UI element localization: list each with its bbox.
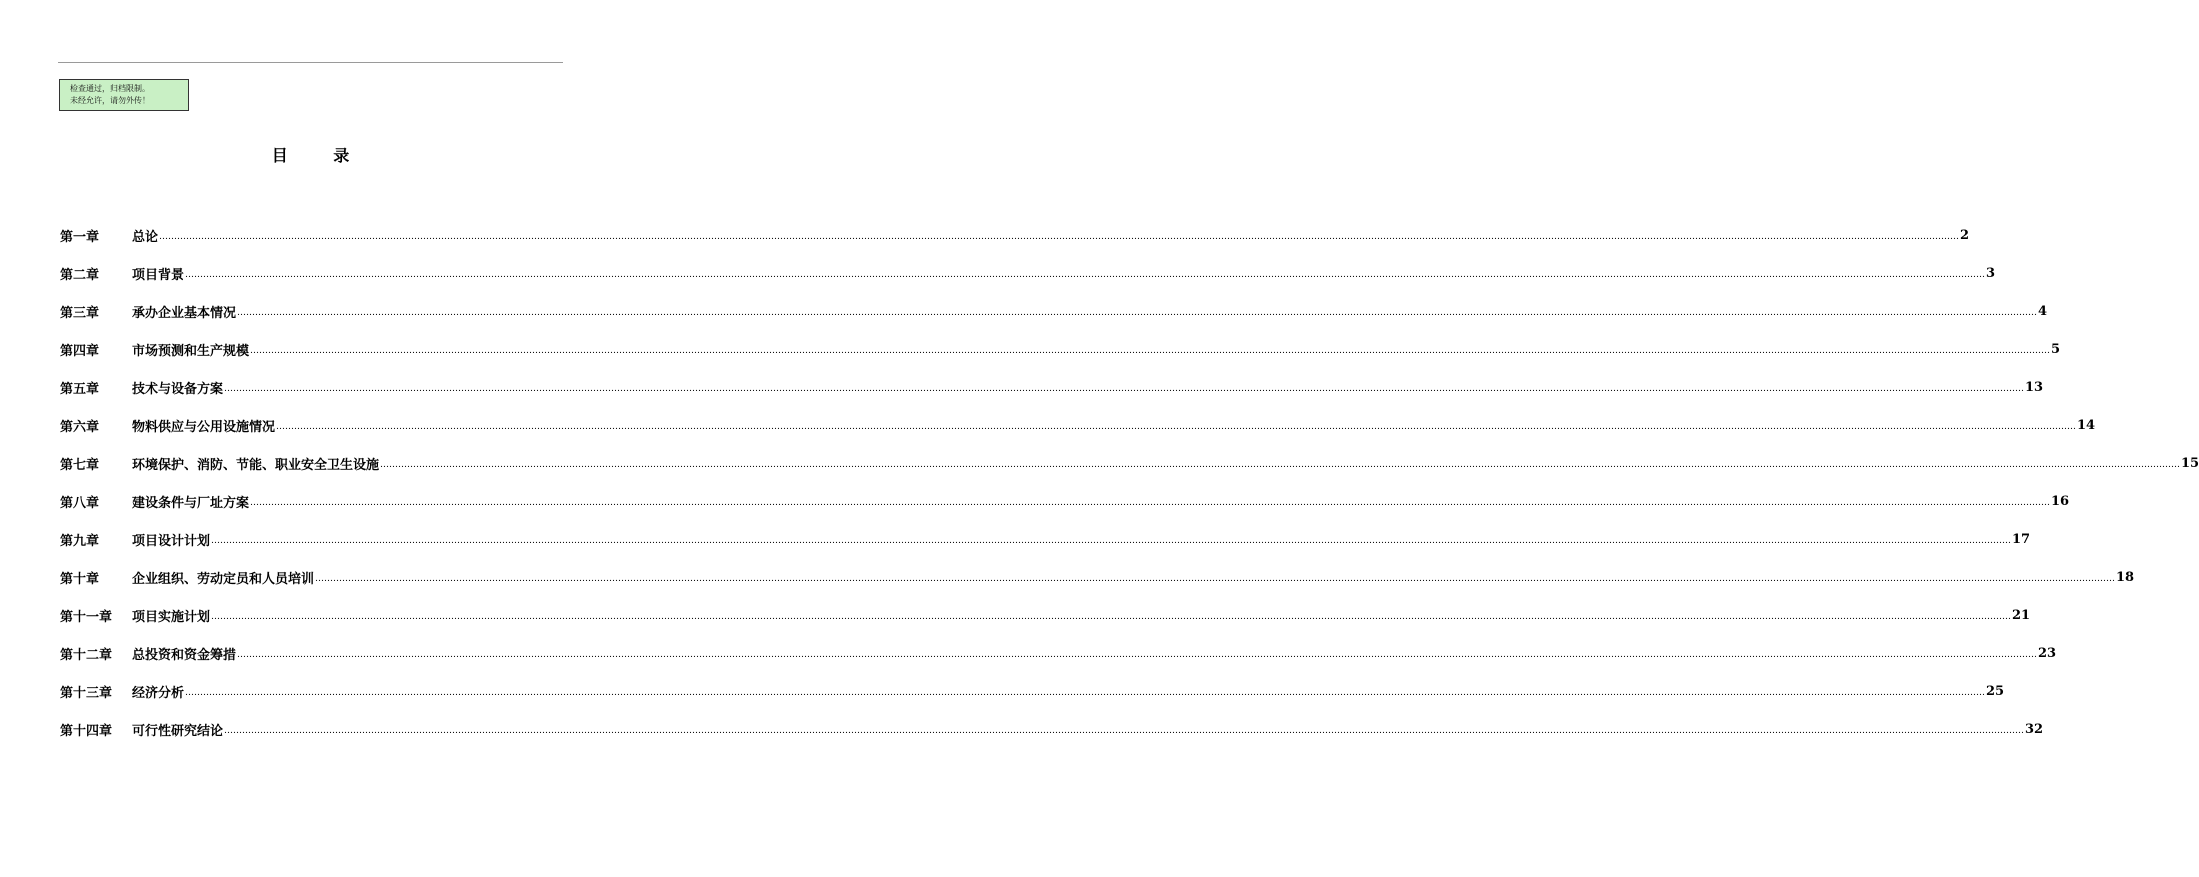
toc-chapter-number: 第八章 xyxy=(60,495,100,511)
toc-chapter-title: 项目背景 xyxy=(132,267,185,283)
toc-page-number: 13 xyxy=(2025,379,2044,395)
toc-entry[interactable] xyxy=(60,596,2031,634)
toc-leader-dots: …………………………………………………………………………………………………………………………………………………………………………………………………………………………………………………………………………………………………………………………………………………………………………………………………………………………………………………………………………………………………………………………………………………… xyxy=(211,612,2012,622)
toc-chapter-number: 第十三章 xyxy=(60,685,113,701)
toc-leader-dots: …………………………………………………………………………………………………………………………………………………………………………………………………………………………………………………………………………………………………………………………………………………………………………………………………………………………………………………………………………………………………………………………………………………… xyxy=(380,460,2181,470)
toc-page-number: 18 xyxy=(2116,569,2135,585)
toc-entry[interactable] xyxy=(60,520,2031,558)
toc-leader-dots: …………………………………………………………………………………………………………………………………………………………………………………………………………………………………………………………………………………………………………………………………………………………………………………………………………………………………………………………………………………………………………………………………………………… xyxy=(276,422,2077,432)
toc-leader-dots: …………………………………………………………………………………………………………………………………………………………………………………………………………………………………………………………………………………………………………………………………………………………………………………………………………………………………………………………………………………………………………………………………………………… xyxy=(211,536,2012,546)
toc-entry[interactable] xyxy=(60,292,2048,330)
toc-leader-dots: …………………………………………………………………………………………………………………………………………………………………………………………………………………………………………………………………………………………………………………………………………………………………………………………………………………………………………………………………………………………………………………………………………………… xyxy=(159,232,1960,242)
toc-chapter-number: 第一章 xyxy=(60,229,100,245)
toc-chapter-number: 第五章 xyxy=(60,381,100,397)
toc-page-number: 32 xyxy=(2025,721,2044,737)
toc-leader-dots: …………………………………………………………………………………………………………………………………………………………………………………………………………………………………………………………………………………………………………………………………………………………………………………………………………………………………………………………………………………………………………………………………………………… xyxy=(250,498,2051,508)
toc-chapter-number: 第十章 xyxy=(60,571,100,587)
toc-page-number: 21 xyxy=(2012,607,2031,623)
toc-leader-dots: …………………………………………………………………………………………………………………………………………………………………………………………………………………………………………………………………………………………………………………………………………………………………………………………………………………………………………………………………………………………………………………………………………………… xyxy=(237,308,2038,318)
toc-chapter-title: 可行性研究结论 xyxy=(132,723,224,739)
toc-chapter-title: 项目实施计划 xyxy=(132,609,211,625)
toc-leader-dots: …………………………………………………………………………………………………………………………………………………………………………………………………………………………………………………………………………………………………………………………………………………………………………………………………………………………………………………………………………………………………………………………………………………… xyxy=(237,650,2038,660)
toc-chapter-title: 总论 xyxy=(132,229,159,245)
toc-entry[interactable] xyxy=(60,444,2199,482)
toc-leader-dots: …………………………………………………………………………………………………………………………………………………………………………………………………………………………………………………………………………………………………………………………………………………………………………………………………………………………………………………………………………………………………………………………………………………… xyxy=(224,726,2025,736)
toc-leader-dots: …………………………………………………………………………………………………………………………………………………………………………………………………………………………………………………………………………………………………………………………………………………………………………………………………………………………………………………………………………………………………………………………………………………… xyxy=(315,574,2116,584)
toc-page-number: 4 xyxy=(2038,303,2048,319)
toc-entry[interactable] xyxy=(60,330,2061,368)
toc-leader-dots: …………………………………………………………………………………………………………………………………………………………………………………………………………………………………………………………………………………………………………………………………………………………………………………………………………………………………………………………………………………………………………………………………………………… xyxy=(250,346,2051,356)
toc-entry[interactable] xyxy=(60,672,2005,710)
toc-page-number: 16 xyxy=(2051,493,2070,509)
toc-chapter-title: 建设条件与厂址方案 xyxy=(132,495,250,511)
toc-chapter-title: 承办企业基本情况 xyxy=(132,305,237,321)
toc-entry[interactable] xyxy=(60,482,2070,520)
toc-chapter-number: 第二章 xyxy=(60,267,100,283)
toc-chapter-title: 环境保护、消防、节能、职业安全卫生设施 xyxy=(132,457,380,473)
toc-page-number: 14 xyxy=(2077,417,2096,433)
toc-chapter-title: 市场预测和生产规模 xyxy=(132,343,250,359)
toc-chapter-number: 第三章 xyxy=(60,305,100,321)
toc-page-number: 5 xyxy=(2051,341,2061,357)
toc-page-number: 17 xyxy=(2012,531,2031,547)
toc-chapter-number: 第六章 xyxy=(60,419,100,435)
toc-page-number: 2 xyxy=(1960,227,1970,243)
toc-chapter-number: 第九章 xyxy=(60,533,100,549)
toc-chapter-title: 经济分析 xyxy=(132,685,185,701)
toc-entry[interactable] xyxy=(60,254,1996,292)
toc-entry[interactable] xyxy=(60,368,2044,406)
toc-entry[interactable] xyxy=(60,634,2057,672)
stamp-line-2: 未经允许，请勿外传！ xyxy=(70,96,150,105)
toc-leader-dots: …………………………………………………………………………………………………………………………………………………………………………………………………………………………………………………………………………………………………………………………………………………………………………………………………………………………………………………………………………………………………………………………………………………… xyxy=(224,384,2025,394)
toc-page-number: 23 xyxy=(2038,645,2057,661)
toc-chapter-title: 项目设计计划 xyxy=(132,533,211,549)
toc-page-number: 25 xyxy=(1986,683,2005,699)
toc-chapter-title: 企业组织、劳动定员和人员培训 xyxy=(132,571,315,587)
archive-stamp xyxy=(59,79,189,111)
toc-entry[interactable] xyxy=(60,558,2135,596)
toc-leader-dots: …………………………………………………………………………………………………………………………………………………………………………………………………………………………………………………………………………………………………………………………………………………………………………………………………………………………………………………………………………………………………………………………………………………… xyxy=(185,688,1986,698)
toc-chapter-number: 第十二章 xyxy=(60,647,113,663)
header-rule xyxy=(58,62,563,63)
toc-page-number: 3 xyxy=(1986,265,1996,281)
toc-chapter-number: 第十一章 xyxy=(60,609,113,625)
toc-entry[interactable] xyxy=(60,710,2044,748)
toc-chapter-title: 物料供应与公用设施情况 xyxy=(132,419,276,435)
toc-leader-dots: …………………………………………………………………………………………………………………………………………………………………………………………………………………………………………………………………………………………………………………………………………………………………………………………………………………………………………………………………………………………………………………………………………………… xyxy=(185,270,1986,280)
toc-chapter-title: 总投资和资金筹措 xyxy=(132,647,237,663)
table-of-contents xyxy=(60,216,2199,748)
toc-chapter-title: 技术与设备方案 xyxy=(132,381,224,397)
page-title: 目 录 xyxy=(271,146,370,165)
toc-page-number: 15 xyxy=(2181,455,2199,471)
toc-chapter-number: 第七章 xyxy=(60,457,100,473)
toc-chapter-number: 第十四章 xyxy=(60,723,113,739)
toc-entry[interactable] xyxy=(60,216,1970,254)
toc-chapter-number: 第四章 xyxy=(60,343,100,359)
toc-entry[interactable] xyxy=(60,406,2096,444)
stamp-line-1: 检查通过，归档限制。 xyxy=(70,84,150,93)
